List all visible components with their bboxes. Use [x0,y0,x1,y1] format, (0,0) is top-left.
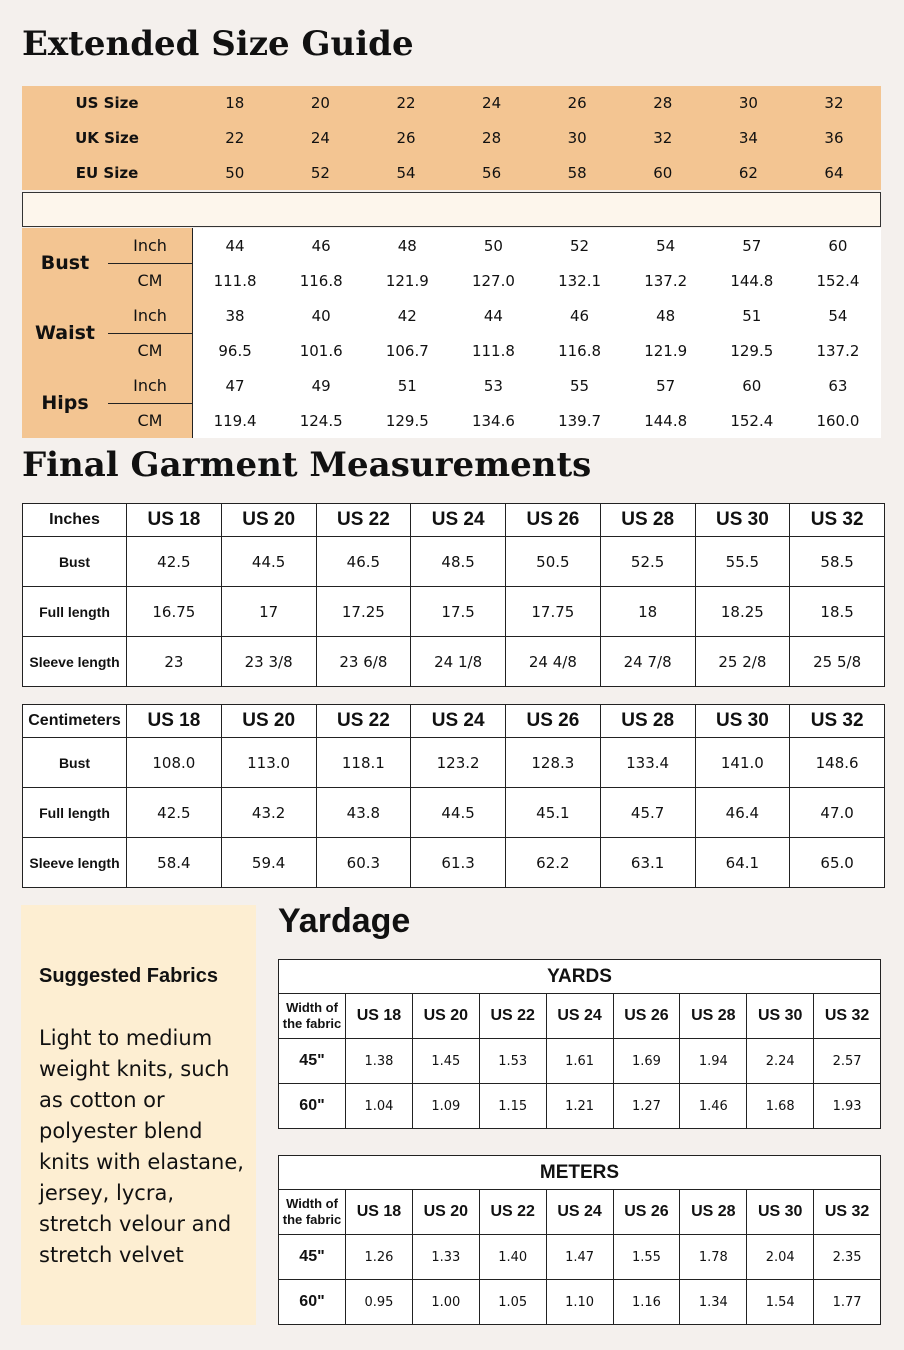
cm-value: 132.1 [558,271,602,290]
inch-value: 48 [656,306,676,325]
cm-value: 134.6 [471,411,515,430]
unit-divider [108,263,192,264]
table-cell: 1.27 [613,1084,680,1129]
table-cell: 45.1 [506,788,601,838]
inch-value: 42 [397,306,417,325]
size-value: 30 [738,94,758,112]
table-cell: 23 6/8 [316,637,411,687]
size-header: US 18 [127,504,222,537]
table-cell: 1.47 [546,1235,613,1280]
size-header: US 32 [790,705,885,738]
measurement-name: Waist [34,322,95,344]
table-cell: 1.93 [814,1084,881,1129]
measurement-name: Hips [41,392,89,414]
cm-value: 96.5 [218,341,252,360]
table-cell: 24 4/8 [506,637,601,687]
size-value: 50 [225,164,245,182]
table-caption: YARDS [279,960,881,994]
unit-divider [108,403,192,404]
unit-header: Centimeters [23,705,127,738]
cm-values [192,403,881,438]
size-header: US 22 [316,705,411,738]
size-header: US 28 [680,1190,747,1235]
size-value: 54 [396,164,416,182]
size-header: US 22 [479,994,546,1039]
table-cell: 148.6 [790,738,885,788]
unit-label-inch: Inch [133,376,167,395]
size-header: US 26 [506,705,601,738]
size-value: 24 [482,94,502,112]
table-row [279,1039,881,1084]
size-value: 60 [653,164,673,182]
table-cell: 1.77 [814,1280,881,1325]
table-cell: 43.2 [221,788,316,838]
table-caption: METERS [279,1156,881,1190]
table-cell: 141.0 [695,738,790,788]
table-cell: 17.25 [316,587,411,637]
table-cell: 58.4 [127,838,222,888]
row-label: Sleeve length [23,838,127,888]
row-label: Full length [23,587,127,637]
size-header: US 20 [412,1190,479,1235]
size-header: US 24 [546,994,613,1039]
size-header: US 18 [346,1190,413,1235]
inch-value: 40 [311,306,331,325]
row-label: Bust [23,537,127,587]
fabric-width-label: 45" [279,1235,346,1280]
table-cell: 58.5 [790,537,885,587]
fabric-width-label: 45" [279,1039,346,1084]
cm-value: 121.9 [644,341,688,360]
table-cell: 1.33 [412,1235,479,1280]
table-cell: 46.4 [695,788,790,838]
size-value: 62 [738,164,758,182]
unit-label-cm: CM [137,341,163,360]
unit-label-cm: CM [137,271,163,290]
cm-values [192,333,881,368]
size-row-label: US Size [75,94,139,112]
cm-value: 137.2 [816,341,860,360]
cm-value: 152.4 [816,271,860,290]
size-value: 20 [310,94,330,112]
header-row [279,994,881,1039]
table-cell: 59.4 [221,838,316,888]
inch-value: 53 [483,376,503,395]
inch-value: 60 [828,236,848,255]
table-cell: 1.21 [546,1084,613,1129]
size-value: 32 [824,94,844,112]
unit-divider [108,333,192,334]
yardage-yards-table [278,959,881,1129]
caption-row [279,1156,881,1190]
size-value: 58 [567,164,587,182]
fabrics-title: Suggested Fabrics [39,965,218,987]
size-value: 56 [482,164,502,182]
size-header: US 28 [680,994,747,1039]
cm-value: 129.5 [730,341,774,360]
table-cell: 17.5 [411,587,506,637]
table-row [23,788,885,838]
size-value: 22 [225,129,245,147]
table-cell: 1.53 [479,1039,546,1084]
width-header-line1: Width of [286,1196,338,1211]
header-row [23,705,885,738]
inch-value: 44 [225,236,245,255]
table-cell: 2.24 [747,1039,814,1084]
size-header: US 20 [412,994,479,1039]
cm-value: 116.8 [558,341,602,360]
header-row [279,1190,881,1235]
size-header: US 24 [546,1190,613,1235]
inch-value: 44 [483,306,503,325]
size-header: US 28 [600,504,695,537]
table-cell: 1.09 [412,1084,479,1129]
inch-value: 51 [742,306,762,325]
table-cell: 24 7/8 [600,637,695,687]
size-row [22,121,881,155]
inch-value: 50 [483,236,503,255]
table-cell: 2.35 [814,1235,881,1280]
table-cell: 1.55 [613,1235,680,1280]
table-cell: 63.1 [600,838,695,888]
table-cell: 43.8 [316,788,411,838]
table-cell: 61.3 [411,838,506,888]
table-cell: 108.0 [127,738,222,788]
fabric-width-label: 60" [279,1280,346,1325]
size-value: 24 [310,129,330,147]
size-header: US 30 [695,504,790,537]
inch-value: 54 [656,236,676,255]
table-cell: 62.2 [506,838,601,888]
table-cell: 60.3 [316,838,411,888]
measurement-group [22,228,881,298]
table-cell: 1.34 [680,1280,747,1325]
table-cell: 1.10 [546,1280,613,1325]
inch-values [192,228,881,263]
table-cell: 24 1/8 [411,637,506,687]
table-cell: 64.1 [695,838,790,888]
table-cell: 1.05 [479,1280,546,1325]
inch-value: 57 [656,376,676,395]
inch-values [192,368,881,403]
column-divider [192,228,193,298]
table-cell: 16.75 [127,587,222,637]
table-cell: 1.45 [412,1039,479,1084]
width-header [279,1190,346,1235]
cm-value: 101.6 [299,341,343,360]
table-cell: 0.95 [346,1280,413,1325]
table-row [279,1084,881,1129]
inch-value: 54 [828,306,848,325]
size-header: US 18 [127,705,222,738]
cm-value: 139.7 [558,411,602,430]
cm-value: 144.8 [730,271,774,290]
size-value: 32 [653,129,673,147]
size-value: 64 [824,164,844,182]
column-divider [192,368,193,438]
inch-value: 47 [225,376,245,395]
garment-title: Final Garment Measurements [22,445,592,485]
cm-values [192,263,881,298]
table-cell: 55.5 [695,537,790,587]
table-cell: 23 [127,637,222,687]
cm-value: 124.5 [299,411,343,430]
yardage-meters-table [278,1155,881,1325]
size-header: US 26 [613,1190,680,1235]
table-cell: 1.15 [479,1084,546,1129]
table-cell: 25 5/8 [790,637,885,687]
table-cell: 118.1 [316,738,411,788]
table-cell: 1.46 [680,1084,747,1129]
width-header-line1: Width of [286,1000,338,1015]
table-cell: 133.4 [600,738,695,788]
table-cell: 1.69 [613,1039,680,1084]
size-header: US 26 [506,504,601,537]
size-header: US 22 [479,1190,546,1235]
cm-value: 116.8 [299,271,343,290]
table-cell: 1.38 [346,1039,413,1084]
inch-value: 63 [828,376,848,395]
measurement-group [22,368,881,438]
table-cell: 18.5 [790,587,885,637]
cm-value: 160.0 [816,411,860,430]
table-row [23,838,885,888]
size-row-label: UK Size [75,129,139,147]
cm-value: 119.4 [213,411,257,430]
size-row [22,156,881,190]
unit-label-inch: Inch [133,306,167,325]
size-header: US 26 [613,994,680,1039]
table-cell: 42.5 [127,537,222,587]
table-cell: 25 2/8 [695,637,790,687]
table-cell: 47.0 [790,788,885,838]
table-cell: 50.5 [506,537,601,587]
table-cell: 1.61 [546,1039,613,1084]
table-cell: 123.2 [411,738,506,788]
cm-value: 111.8 [213,271,257,290]
table-cell: 1.68 [747,1084,814,1129]
cm-value: 137.2 [644,271,688,290]
size-header: US 18 [346,994,413,1039]
inch-value: 46 [311,236,331,255]
size-value: 26 [567,94,587,112]
table-cell: 113.0 [221,738,316,788]
cm-value: 144.8 [644,411,688,430]
fabric-width-label: 60" [279,1084,346,1129]
table-cell: 52.5 [600,537,695,587]
table-cell: 46.5 [316,537,411,587]
column-divider [192,298,193,368]
unit-header: Inches [23,504,127,537]
cm-value: 127.0 [471,271,515,290]
unit-label-inch: Inch [133,236,167,255]
size-value: 34 [738,129,758,147]
inch-value: 49 [311,376,331,395]
inch-value: 55 [570,376,590,395]
caption-row [279,960,881,994]
size-header: US 22 [316,504,411,537]
width-header [279,994,346,1039]
suggested-fabrics-panel [21,905,256,1325]
size-guide-table [22,86,881,437]
size-value: 52 [310,164,330,182]
table-cell: 44.5 [411,788,506,838]
table-cell: 1.54 [747,1280,814,1325]
table-cell: 1.04 [346,1084,413,1129]
table-row [23,637,885,687]
table-cell: 128.3 [506,738,601,788]
table-row [23,587,885,637]
size-header: US 30 [747,1190,814,1235]
size-value: 30 [567,129,587,147]
table-row [23,738,885,788]
size-value: 28 [653,94,673,112]
inch-value: 60 [742,376,762,395]
size-guide-title: Extended Size Guide [22,24,414,64]
cm-value: 121.9 [385,271,429,290]
measurement-group [22,298,881,368]
size-value: 18 [225,94,245,112]
table-cell: 17.75 [506,587,601,637]
width-header-line2: the fabric [282,1212,342,1227]
size-header: US 32 [790,504,885,537]
inch-values [192,298,881,333]
size-header: US 24 [411,705,506,738]
table-cell: 1.94 [680,1039,747,1084]
size-header: US 24 [411,504,506,537]
cm-value: 129.5 [385,411,429,430]
table-row [23,537,885,587]
cm-value: 106.7 [385,341,429,360]
fabrics-description: Light to medium weight knits, such as cotton or polyester blend knits with elastane, jersey, lycra, stretch velour and stretch velvet [39,1026,244,1267]
table-cell: 2.04 [747,1235,814,1280]
table-cell: 23 3/8 [221,637,316,687]
table-cell: 1.40 [479,1235,546,1280]
table-cell: 44.5 [221,537,316,587]
table-cell: 1.00 [412,1280,479,1325]
size-value: 26 [396,129,416,147]
inch-value: 57 [742,236,762,255]
table-cell: 18 [600,587,695,637]
row-label: Bust [23,738,127,788]
row-label: Full length [23,788,127,838]
cm-value: 111.8 [471,341,515,360]
size-header: US 28 [600,705,695,738]
size-header: US 20 [221,504,316,537]
size-value: 28 [482,129,502,147]
inch-value: 46 [570,306,590,325]
table-cell: 1.78 [680,1235,747,1280]
garment-inches-table [22,503,885,687]
size-row [22,86,881,120]
table-cell: 42.5 [127,788,222,838]
inch-value: 48 [397,236,417,255]
size-row-label: EU Size [75,164,139,182]
size-header: US 30 [747,994,814,1039]
garment-centimeters-table [22,704,885,888]
size-header: US 32 [814,1190,881,1235]
table-cell: 2.57 [814,1039,881,1084]
table-cell: 45.7 [600,788,695,838]
table-cell: 17 [221,587,316,637]
table-row [279,1280,881,1325]
width-header-line2: the fabric [282,1016,342,1031]
table-cell: 48.5 [411,537,506,587]
size-guide-divider [22,192,881,227]
table-cell: 18.25 [695,587,790,637]
row-label: Sleeve length [23,637,127,687]
measurement-name: Bust [40,252,90,274]
table-cell: 65.0 [790,838,885,888]
yardage-title: Yardage [278,902,411,940]
size-header: US 32 [814,994,881,1039]
cm-value: 152.4 [730,411,774,430]
size-value: 22 [396,94,416,112]
inch-value: 52 [570,236,590,255]
inch-value: 51 [397,376,417,395]
unit-label-cm: CM [137,411,163,430]
inch-value: 38 [225,306,245,325]
size-value: 36 [824,129,844,147]
table-cell: 1.16 [613,1280,680,1325]
size-header: US 20 [221,705,316,738]
table-row [279,1235,881,1280]
table-cell: 1.26 [346,1235,413,1280]
header-row [23,504,885,537]
size-header: US 30 [695,705,790,738]
